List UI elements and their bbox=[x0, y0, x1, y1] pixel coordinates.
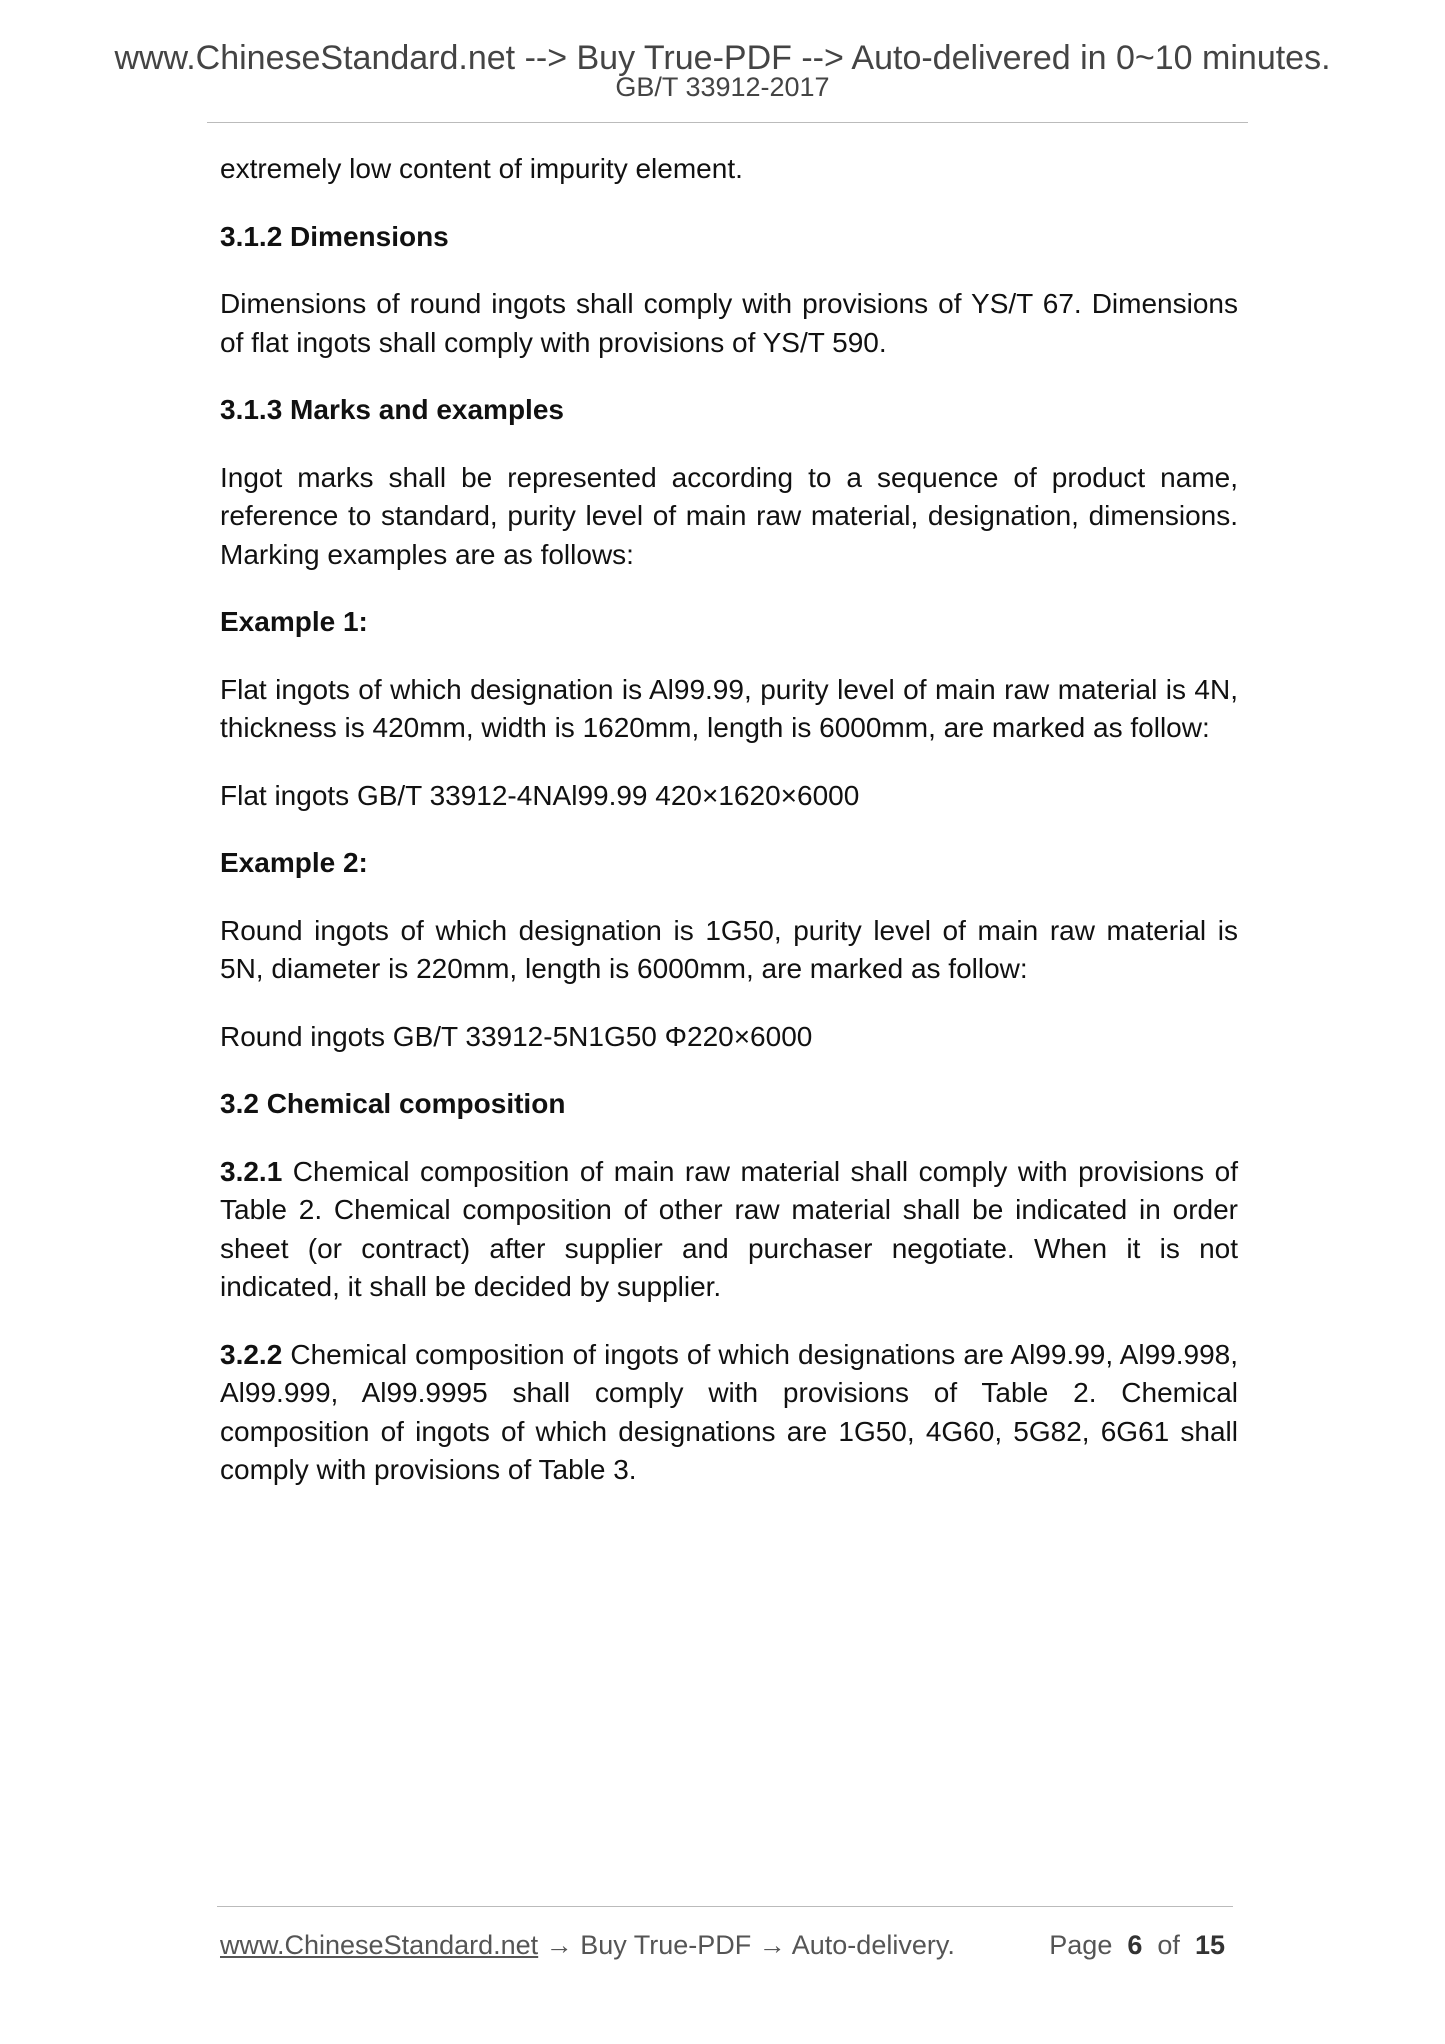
current-page: 6 bbox=[1127, 1930, 1143, 1960]
example-2-description: Round ingots of which designation is 1G50, purity level of main raw material is 5N, diameter is 220mm, length is 6000mm, are marked as follow: bbox=[220, 914, 1238, 984]
footer-auto-text: Auto-delivery. bbox=[791, 1930, 955, 1960]
header-divider bbox=[207, 122, 1248, 123]
clause-3-2-1 bbox=[220, 1153, 1238, 1307]
footer-divider bbox=[217, 1906, 1233, 1907]
top-banner: www.ChineseStandard.net --> Buy True-PDF --> Auto-delivered in 0~10 minutes. bbox=[114, 39, 1331, 77]
clause-3-2-2-text: Chemical composition of ingots of which designations are Al99.99, Al99.998, Al99.999, Al99.9995 shall comply with provisions of Table 2. Chemical composition of ingots of which designations are 1G50, 4G60, 5G82, 6G61 shall comply with provisions of Table 3. bbox=[220, 1338, 1238, 1485]
section-heading-3-1-2: 3.1.2 Dimensions bbox=[220, 220, 449, 252]
total-pages: 15 bbox=[1194, 1930, 1225, 1960]
footer-arrow-1: → bbox=[538, 1930, 581, 1960]
clause-3-2-1-number: 3.2.1 bbox=[220, 1155, 283, 1187]
clause-3-2-2-number: 3.2.2 bbox=[220, 1338, 283, 1370]
page-label: Page bbox=[1049, 1930, 1113, 1960]
page-content bbox=[220, 150, 1238, 1519]
footer-promo bbox=[220, 1925, 955, 1965]
example-1-mark: Flat ingots GB/T 33912-4NAl99.99 420×1620×6000 bbox=[220, 779, 860, 811]
clause-3-2-1-text: Chemical composition of main raw material shall comply with provisions of Table 2. Chemical composition of other raw material shall be indicated in order sheet (or contract) after supplier and purchaser negotiate. When it is not indicated, it shall be decided by supplier. bbox=[220, 1155, 1238, 1302]
dimensions-paragraph: Dimensions of round ingots shall comply with provisions of YS/T 67. Dimensions of flat ingots shall comply with provisions of YS/T 590. bbox=[220, 288, 1238, 358]
page-footer bbox=[220, 1925, 1233, 1965]
section-heading-3-1-3: 3.1.3 Marks and examples bbox=[220, 394, 564, 425]
document-code: GB/T 33912-2017 bbox=[615, 72, 830, 102]
of-label: of bbox=[1157, 1930, 1180, 1960]
continuation-paragraph: extremely low content of impurity element. bbox=[220, 153, 743, 184]
page-number bbox=[1049, 1925, 1225, 1965]
example-2-label: Example 2: bbox=[220, 847, 368, 878]
footer-arrow-2: → bbox=[751, 1930, 792, 1960]
marks-paragraph: Ingot marks shall be represented according to a sequence of product name, reference to standard, purity level of main raw material, designation, dimensions. Marking examples are as follows: bbox=[220, 461, 1238, 570]
example-1-label: Example 1: bbox=[220, 606, 368, 637]
footer-buy-text: Buy True-PDF bbox=[580, 1930, 752, 1960]
section-heading-3-2: 3.2 Chemical composition bbox=[220, 1088, 566, 1119]
footer-site-link[interactable]: www.ChineseStandard.net bbox=[220, 1930, 539, 1960]
clause-3-2-2 bbox=[220, 1336, 1238, 1490]
example-2-mark: Round ingots GB/T 33912-5N1G50 Φ220×6000 bbox=[220, 1020, 813, 1052]
example-1-description: Flat ingots of which designation is Al99.99, purity level of main raw material is 4N, thickness is 420mm, width is 1620mm, length is 6000mm, are marked as follow: bbox=[220, 673, 1238, 743]
